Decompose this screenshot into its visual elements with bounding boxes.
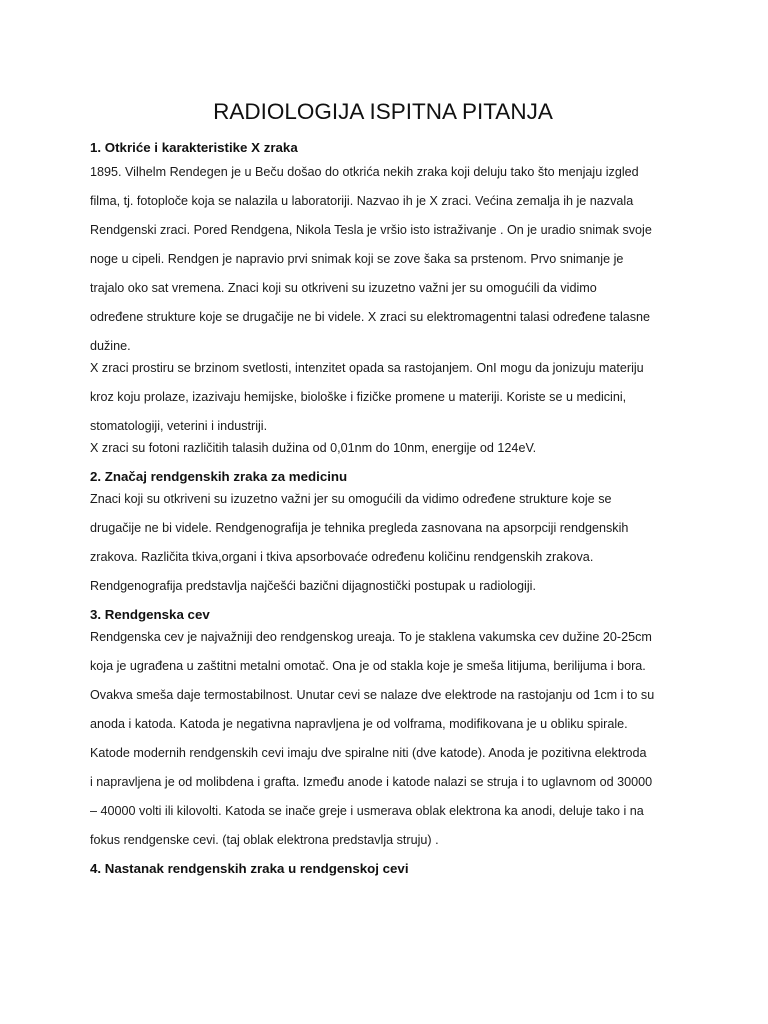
section-heading: 1. Otkriće i karakteristike X zraka (90, 140, 298, 155)
text-line: X zraci prostiru se brzinom svetlosti, intenzitet opada sa rastojanjem. OnI mogu da jonizuju materiju (90, 361, 644, 375)
text-line: koja je ugrađena u zaštitni metalni omotač. Ona je od stakla koje je smeša litijuma, berilijuma i bora. (90, 659, 646, 673)
text-line: Katode modernih rendgenskih cevi imaju dve spiralne niti (dve katode). Anoda je pozitivna elektroda (90, 746, 647, 760)
text-line: određene strukture koje se drugačije ne bi videle. X zraci su elektromagentni talasi određene talasne (90, 310, 651, 324)
text-line: kroz koju prolaze, izazivaju hemijske, biološke i fizičke promene u materiji. Koriste se u medicini, (90, 390, 627, 404)
text-line: i napravljena je od molibdena i grafta. Između anode i katode nalazi se struja i to uglavnom od 30000 (90, 775, 653, 789)
text-line: 1895. Vilhelm Rendegen je u Beču došao do otkrića nekih zraka koji deluju tako što menjaju izgled (90, 165, 639, 179)
paragraph (90, 629, 676, 861)
text-line: Rendgenski zraci. Pored Rendgena, Nikola Tesla je vršio isto istraživanje . On je uradio snimak svoje (90, 223, 652, 237)
paragraph (90, 440, 676, 469)
text-line: drugačije ne bi videle. Rendgenografija je tehnika pregleda zasnovana na apsorpciji rendgenskih (90, 521, 629, 535)
text-line: zrakova. Različita tkiva,organi i tkiva apsorbovaće određenu količinu rendgenskih zrakova. (90, 550, 594, 564)
text-line: trajalo oko sat vremena. Znaci koji su otkriveni su izuzetno važni jer su omogućili da vidimo (90, 281, 597, 295)
section-heading: 4. Nastanak rendgenskih zraka u rendgenskoj cevi (90, 861, 409, 876)
text-line: Znaci koji su otkriveni su izuzetno važni jer su omogućili da vidimo određene strukture koje se (90, 492, 612, 506)
paragraph (90, 164, 676, 360)
text-line: Ovakva smeša daje termostabilnost. Unutar cevi se nalaze dve elektrode na rastojanju od 1cm i to su (90, 688, 655, 702)
text-line: stomatologiji, veterini i industriji. (90, 419, 268, 433)
text-line: dužine. (90, 339, 131, 353)
text-line: anoda i katoda. Katoda je negativna napravljena je od volframa, modifikovana je u obliku spirale. (90, 717, 628, 731)
paragraph (90, 491, 676, 607)
text-line: – 40000 volti ili kilovolti. Katoda se inače greje i usmerava oblak elektrona ka anodi, deluje tako i na (90, 804, 644, 818)
section-heading: 2. Značaj rendgenskih zraka za medicinu (90, 469, 348, 484)
section-heading: 3. Rendgenska cev (90, 607, 210, 622)
text-line: noge u cipeli. Rendgen je napravio prvi snimak koji se zove šaka sa prstenom. Prvo snimanje je (90, 252, 624, 266)
paragraph (90, 360, 676, 440)
text-line: Rendgenografija predstavlja najčešći bazični dijagnostički postupak u radiologiji. (90, 579, 536, 593)
text-line: X zraci su fotoni različitih talasih dužina od 0,01nm do 10nm, energije od 124eV. (90, 441, 537, 455)
text-line: filma, tj. fotoploče koja se nalazila u laboratoriji. Nazvao ih je X zraci. Većina zemalja ih je nazvala (90, 194, 634, 208)
document-title: RADIOLOGIJA ISPITNA PITANJA (213, 99, 553, 124)
text-line: fokus rendgenske cevi. (taj oblak elektrona predstavlja struju) . (90, 833, 439, 847)
text-line: Rendgenska cev je najvažniji deo rendgenskog ureaja. To je staklena vakumska cev dužine 20-25cm (90, 630, 652, 644)
